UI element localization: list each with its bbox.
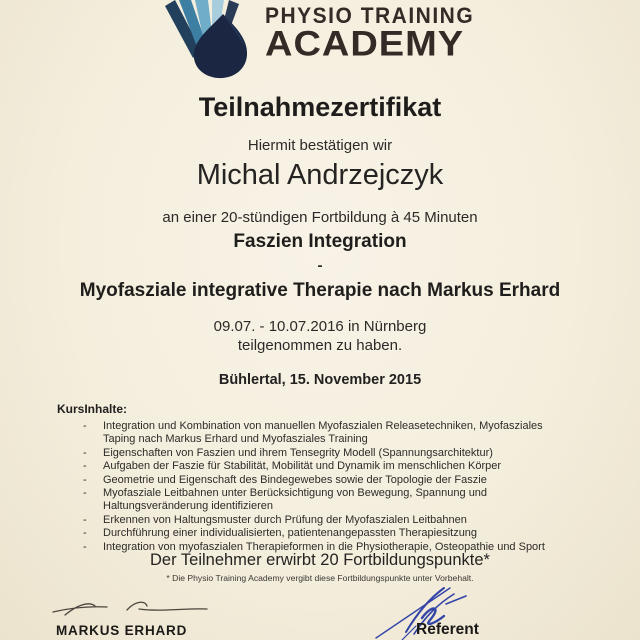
- logo-line-physio-training: PHYSIO TRAINING: [265, 3, 475, 29]
- course-content-text: Eigenschaften von Faszien und ihrem Tensegrity Modell (Spannungsarchitektur): [103, 446, 493, 459]
- logo-wordmark: [265, 5, 474, 65]
- course-content-text: Integration von myofaszialen Therapieformen in die Physiotherapie, Osteopathie und Sport: [103, 540, 545, 553]
- course-content-text: Aufgaben der Faszie für Stabilität, Mobilität und Dynamik im menschlichen Körper: [103, 460, 502, 473]
- course-content-item: [57, 460, 557, 473]
- bullet-dash: -: [83, 446, 87, 459]
- signature-markus-erhard: [35, 593, 225, 625]
- logo-drop-icon: [163, 0, 273, 80]
- course-contents-list: [57, 420, 585, 554]
- issue-place-date: Bühlertal, 15. November 2015: [218, 372, 422, 388]
- bullet-dash: -: [83, 540, 87, 553]
- course-content-text: Durchführung einer individualisierten, patientenangepassten Therapiesitzung: [103, 527, 478, 540]
- course-content-text: Integration und Kombination von manuellen Myofaszialen Releasetechniken, Myofasziales Taping nach Markus Erhard und Myofasziales Training: [103, 420, 543, 446]
- bullet-dash: -: [83, 473, 87, 486]
- course-content-text: Geometrie und Eigenschaft des Bindegewebes sowie der Topologie der Faszie: [103, 473, 487, 486]
- course-content-text: Myofasziale Leitbahnen unter Berücksichtigung von Bewegung, Spannung und Haltungsveränderung identifizieren: [103, 487, 488, 513]
- bullet-dash: -: [83, 513, 87, 526]
- points-line: Der Teilnehmer erwirbt 20 Fortbildungspunkte*: [150, 551, 490, 569]
- bullet-dash: -: [83, 420, 87, 432]
- course-content-item: [57, 527, 557, 540]
- academy-logo: [163, 0, 493, 80]
- course-contents-heading: KursInhalte:: [57, 402, 128, 416]
- course-title-2: Myofasziale integrative Therapie nach Markus Erhard: [79, 280, 561, 301]
- course-content-item: [57, 514, 557, 527]
- bullet-dash: -: [83, 527, 87, 540]
- signer-role-right: Referent: [416, 621, 479, 638]
- course-content-item: [57, 447, 557, 460]
- course-title-separator: -: [317, 257, 323, 274]
- bullet-dash: -: [83, 460, 87, 473]
- points-footnote: * Die Physio Training Academy vergibt diese Fortbildungspunkte unter Vorbehalt.: [166, 573, 474, 583]
- course-description-line: an einer 20-stündigen Fortbildung à 45 Minuten: [162, 209, 478, 226]
- course-content-item: [57, 487, 557, 514]
- course-content-item: [57, 474, 557, 487]
- course-content-item: [57, 420, 557, 447]
- course-contents-section: [57, 402, 585, 554]
- participant-name: Michal Andrzejczyk: [196, 159, 444, 191]
- logo-line-academy: ACADEMY: [265, 25, 465, 64]
- participation-line: teilgenommen zu haben.: [237, 337, 403, 354]
- course-dates-location: 09.07. - 10.07.2016 in Nürnberg: [213, 318, 427, 335]
- course-content-text: Erkennen von Haltungsmuster durch Prüfung der Myofaszialen Leitbahnen: [103, 513, 467, 526]
- course-title-1: Faszien Integration: [233, 231, 407, 252]
- confirmation-line: Hiermit bestätigen wir: [247, 137, 393, 154]
- signer-name-left: MARKUS ERHARD: [56, 623, 188, 638]
- bullet-dash: -: [83, 487, 87, 500]
- certificate-title: Teilnahmezertifikat: [198, 92, 442, 122]
